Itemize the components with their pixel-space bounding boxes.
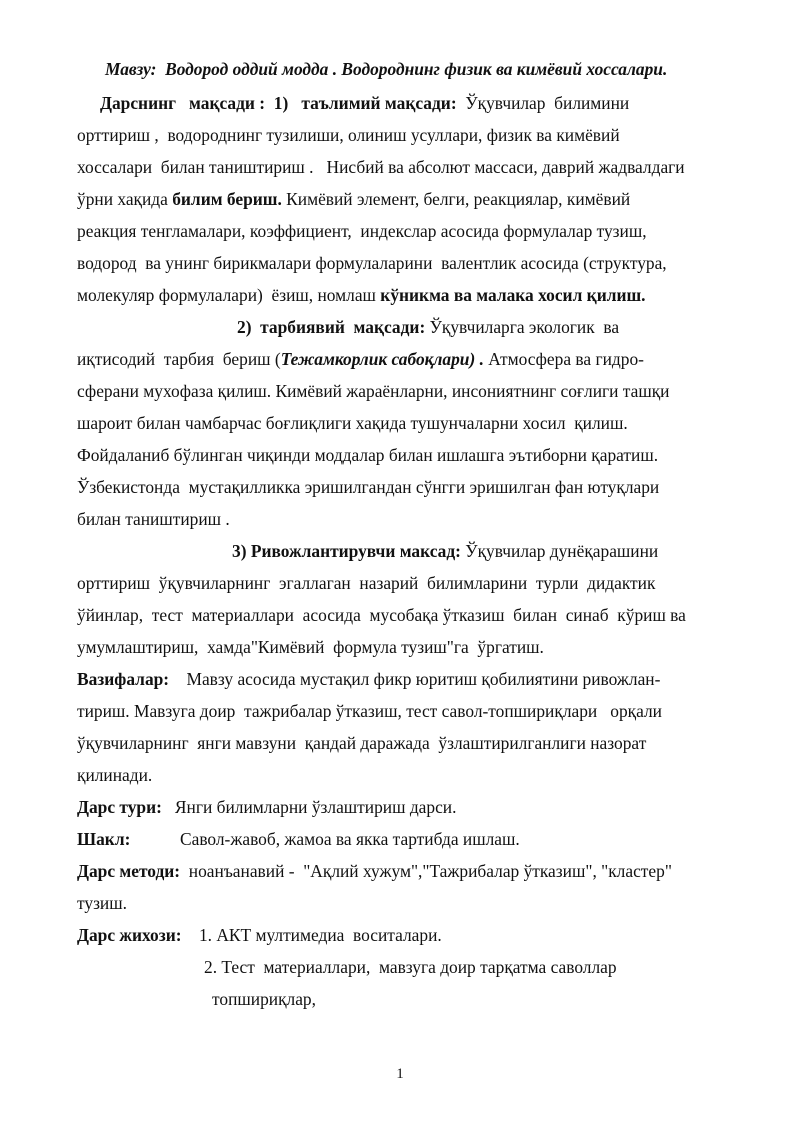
equipment-item-2-cont: топшириқлар, <box>212 989 316 1009</box>
goal1-skills-emphasis: кўникма ва малака хосил қилиш. <box>380 285 646 305</box>
method-label: Дарс методи: <box>77 861 181 881</box>
method-text: ноанъанавий - "Ақлий хужум","Тажрибалар ўтказиш", "кластер" <box>180 861 672 881</box>
goal1-line-4-text: ўрни хақида <box>77 189 173 209</box>
goal2-line-2-rest: Атмосфера ва гидро- <box>483 349 644 369</box>
tasks-line-2: тириш. Мавзуга доир тажрибалар ўтказиш, тест савол-топшириқлари орқали <box>77 701 662 721</box>
lesson-title: Мавзу: Водород оддий модда . Водороднинг физик ва кимёвий хоссалари. <box>105 59 668 79</box>
goal2-heading-line <box>237 316 619 338</box>
goal2-line-7: билан таништириш . <box>77 509 230 529</box>
form-value: Савол-жавоб, жамоа ва якка тартибда ишлаш. <box>180 829 520 849</box>
form-line <box>77 828 130 850</box>
goal2-line-2 <box>77 348 644 370</box>
goals-heading-line <box>100 92 629 114</box>
tasks-line-4: қилинади. <box>77 765 153 785</box>
goal3-line-3: ўйинлар, тест материаллари асосида мусобақа ўтказиш билан синаб кўриш ва <box>77 605 686 625</box>
page-number: 1 <box>396 1066 404 1082</box>
equipment-label: Дарс жихози: <box>77 925 182 945</box>
goal1-label: таълимий мақсади: <box>301 93 457 113</box>
goal1-line-7 <box>77 284 646 306</box>
equipment-item-1: 1. АКТ мултимедиа воситалари. <box>181 925 442 945</box>
goal2-line-3: сферани мухофаза қилиш. Кимёвий жараёнларни, инсониятнинг соғлиги ташқи <box>77 381 670 401</box>
goal1-text: Ўқувчилар билимини <box>465 93 630 113</box>
goal1-line-7-text: молекуляр формулалари) ёзиш, номлаш <box>77 285 381 305</box>
form-label: Шакл: <box>77 829 131 849</box>
goal1-number: 1) <box>273 93 289 113</box>
goal3-line-2: орттириш ўқувчиларнинг эгаллаган назарий билимларини турли дидактик <box>77 573 656 593</box>
method-line-1 <box>77 860 672 882</box>
goal3-heading-line <box>232 540 658 562</box>
tasks-line-3: ўқувчиларнинг янги мавзуни қандай даражада ўзлаштирилганлиги назорат <box>77 733 647 753</box>
equipment-item-2: 2. Тест материаллари, мавзуга доир тарқатма саволлар <box>204 957 617 977</box>
goal3-line-4: умумлаштириш, хамда"Кимёвий формула тузиш"га ўргатиш. <box>77 637 544 657</box>
goal1-emphasis: билим бериш. <box>172 189 282 209</box>
goal2-line-2-text: иқтисодий тарбия бериш ( <box>77 349 281 369</box>
goal2-line-5: Фойдаланиб бўлинган чиқинди моддалар билан ишлашга эътиборни қаратиш. <box>77 445 659 465</box>
tasks-line-1 <box>77 668 660 690</box>
goal1-line-5: реакция тенгламалари, коэффициент, индекслар асосида формулалар тузиш, <box>77 221 647 241</box>
goal2-thrift-lessons: Тежамкорлик сабоқлари) . <box>280 349 484 369</box>
goal1-line-4-rest: Кимёвий элемент, белги, реакциялар, кимёвий <box>281 189 631 209</box>
lesson-type-value: Янги билимларни ўзлаштириш дарси. <box>161 797 457 817</box>
goal3-text: Ўқувчилар дунёқарашини <box>460 541 659 561</box>
lesson-type-label: Дарс тури: <box>77 797 162 817</box>
goal1-line-3: хоссалари билан таништириш . Нисбий ва абсолют массаси, даврий жадвалдаги <box>77 157 685 177</box>
goal2-label: 2) тарбиявий мақсади: <box>237 317 426 337</box>
equipment-line-1 <box>77 924 442 946</box>
goal2-line-4: шароит билан чамбарчас боғлиқлиги хақида тушунчаларни хосил қилиш. <box>77 413 628 433</box>
goal1-line-4 <box>77 188 630 210</box>
goals-label: Дарснинг мақсади : <box>100 93 266 113</box>
tasks-label: Вазифалар: <box>77 669 170 689</box>
method-line-2: тузиш. <box>77 893 127 913</box>
lesson-type-line <box>77 796 456 818</box>
goal1-line-2: орттириш , водороднинг тузилиши, олиниш усуллари, физик ва кимёвий <box>77 125 620 145</box>
goal3-label: 3) Ривожлантирувчи максад: <box>232 541 461 561</box>
tasks-text: Мавзу асосида мустақил фикр юритиш қобилиятини ривожлан- <box>169 669 661 689</box>
goal2-text: Ўқувчиларга экологик ва <box>425 317 620 337</box>
goal2-line-6: Ўзбекистонда мустақилликка эришилгандан сўнгги эришилган фан ютуқлари <box>77 477 660 497</box>
goal1-line-6: водород ва унинг бирикмалари формулаларини валентлик асосида (структура, <box>77 253 667 273</box>
